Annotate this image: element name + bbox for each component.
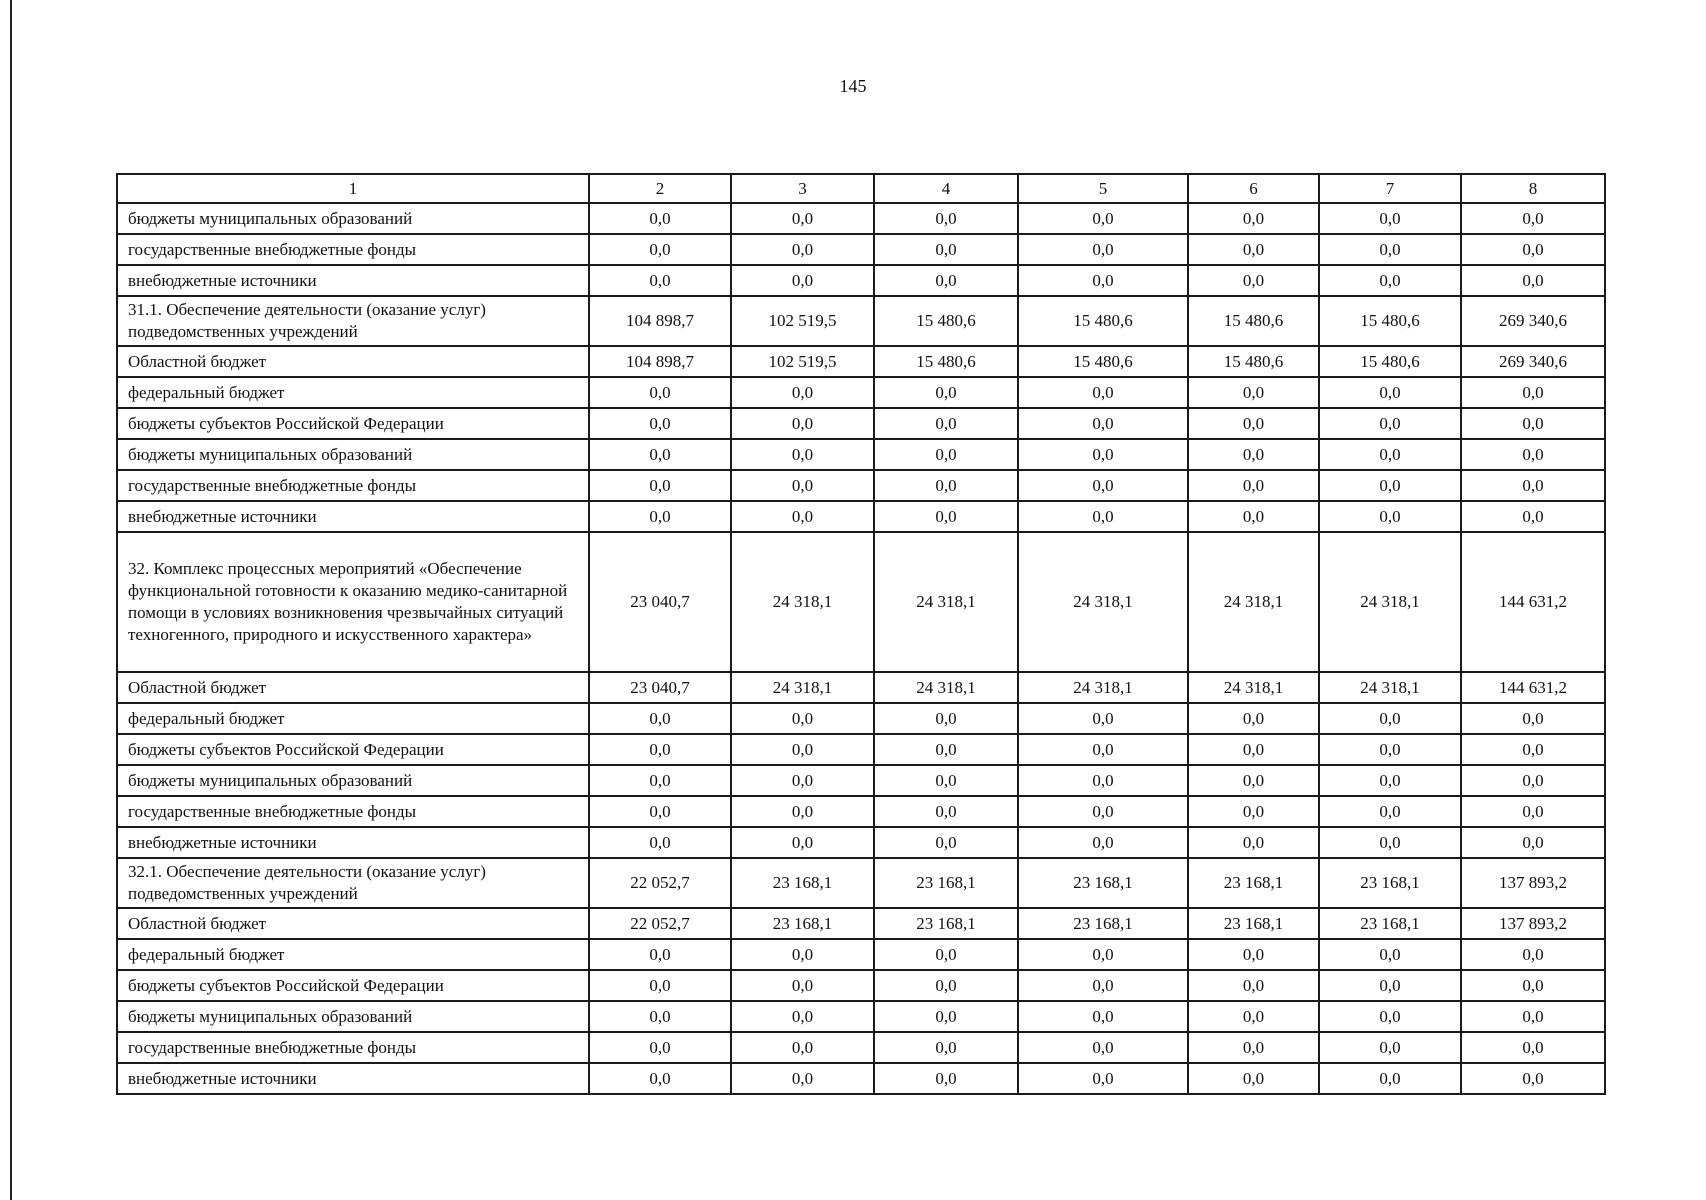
value-cell: 0,0 bbox=[874, 234, 1018, 265]
table-row bbox=[117, 377, 1605, 408]
value-cell: 0,0 bbox=[1018, 439, 1188, 470]
value-cell: 0,0 bbox=[731, 1063, 874, 1094]
value-cell: 0,0 bbox=[874, 408, 1018, 439]
value-cell: 0,0 bbox=[1319, 1032, 1461, 1063]
value-cell: 23 040,7 bbox=[589, 672, 731, 703]
value-cell: 0,0 bbox=[1018, 734, 1188, 765]
table-row bbox=[117, 858, 1605, 908]
value-cell: 0,0 bbox=[731, 439, 874, 470]
value-cell: 0,0 bbox=[1319, 377, 1461, 408]
row-label: федеральный бюджет bbox=[117, 377, 589, 408]
row-label: федеральный бюджет bbox=[117, 939, 589, 970]
row-label: бюджеты муниципальных образований bbox=[117, 439, 589, 470]
row-label: Областной бюджет bbox=[117, 346, 589, 377]
value-cell: 0,0 bbox=[1188, 796, 1319, 827]
value-cell: 23 168,1 bbox=[1018, 908, 1188, 939]
value-cell: 0,0 bbox=[874, 734, 1018, 765]
table-row bbox=[117, 265, 1605, 296]
row-label: федеральный бюджет bbox=[117, 703, 589, 734]
value-cell: 0,0 bbox=[1319, 470, 1461, 501]
value-cell: 0,0 bbox=[874, 439, 1018, 470]
value-cell: 137 893,2 bbox=[1461, 908, 1605, 939]
value-cell: 0,0 bbox=[1461, 1063, 1605, 1094]
value-cell: 0,0 bbox=[1018, 470, 1188, 501]
value-cell: 0,0 bbox=[731, 377, 874, 408]
value-cell: 0,0 bbox=[731, 265, 874, 296]
value-cell: 23 040,7 bbox=[589, 532, 731, 672]
row-label: Областной бюджет bbox=[117, 908, 589, 939]
value-cell: 0,0 bbox=[731, 1032, 874, 1063]
value-cell: 0,0 bbox=[1018, 765, 1188, 796]
table-row bbox=[117, 501, 1605, 532]
value-cell: 0,0 bbox=[1319, 939, 1461, 970]
value-cell: 0,0 bbox=[1461, 703, 1605, 734]
value-cell: 22 052,7 bbox=[589, 908, 731, 939]
value-cell: 0,0 bbox=[1018, 203, 1188, 234]
value-cell: 15 480,6 bbox=[874, 346, 1018, 377]
value-cell: 0,0 bbox=[1461, 265, 1605, 296]
value-cell: 0,0 bbox=[1188, 1001, 1319, 1032]
value-cell: 0,0 bbox=[1188, 1032, 1319, 1063]
value-cell: 0,0 bbox=[1319, 501, 1461, 532]
value-cell: 0,0 bbox=[874, 827, 1018, 858]
value-cell: 0,0 bbox=[589, 203, 731, 234]
value-cell: 23 168,1 bbox=[1319, 858, 1461, 908]
value-cell: 0,0 bbox=[1188, 377, 1319, 408]
value-cell: 0,0 bbox=[1188, 501, 1319, 532]
value-cell: 0,0 bbox=[1188, 734, 1319, 765]
value-cell: 15 480,6 bbox=[1188, 296, 1319, 346]
table-row bbox=[117, 296, 1605, 346]
row-label: бюджеты субъектов Российской Федерации bbox=[117, 408, 589, 439]
row-label: бюджеты субъектов Российской Федерации bbox=[117, 970, 589, 1001]
value-cell: 104 898,7 bbox=[589, 296, 731, 346]
scan-edge-line bbox=[10, 0, 12, 1200]
value-cell: 0,0 bbox=[589, 501, 731, 532]
value-cell: 0,0 bbox=[1319, 265, 1461, 296]
value-cell: 0,0 bbox=[731, 1001, 874, 1032]
table-row bbox=[117, 470, 1605, 501]
row-label: Областной бюджет bbox=[117, 672, 589, 703]
value-cell: 144 631,2 bbox=[1461, 672, 1605, 703]
table-row bbox=[117, 532, 1605, 672]
table-row bbox=[117, 734, 1605, 765]
value-cell: 0,0 bbox=[874, 470, 1018, 501]
value-cell: 15 480,6 bbox=[1018, 296, 1188, 346]
value-cell: 0,0 bbox=[1188, 827, 1319, 858]
value-cell: 0,0 bbox=[1188, 470, 1319, 501]
value-cell: 0,0 bbox=[1018, 408, 1188, 439]
value-cell: 0,0 bbox=[1018, 234, 1188, 265]
value-cell: 23 168,1 bbox=[731, 858, 874, 908]
value-cell: 0,0 bbox=[589, 1032, 731, 1063]
row-label: 32. Комплекс процессных мероприятий «Обеспечение функциональной готовности к оказанию медико-санитарной помощи в условиях возникновения чрезвычайных ситуаций техногенного, природного и искусственного характера» bbox=[117, 532, 589, 672]
row-label: внебюджетные источники bbox=[117, 827, 589, 858]
row-label: государственные внебюджетные фонды bbox=[117, 796, 589, 827]
value-cell: 0,0 bbox=[731, 501, 874, 532]
value-cell: 24 318,1 bbox=[874, 532, 1018, 672]
value-cell: 102 519,5 bbox=[731, 346, 874, 377]
value-cell: 0,0 bbox=[1188, 439, 1319, 470]
value-cell: 0,0 bbox=[1188, 234, 1319, 265]
value-cell: 0,0 bbox=[731, 734, 874, 765]
value-cell: 0,0 bbox=[731, 703, 874, 734]
value-cell: 0,0 bbox=[874, 765, 1018, 796]
page-number: 145 bbox=[839, 76, 867, 96]
value-cell: 0,0 bbox=[1018, 265, 1188, 296]
table-body bbox=[117, 174, 1605, 1094]
value-cell: 0,0 bbox=[589, 765, 731, 796]
value-cell: 0,0 bbox=[731, 234, 874, 265]
value-cell: 0,0 bbox=[874, 1001, 1018, 1032]
column-number: 7 bbox=[1319, 174, 1461, 203]
value-cell: 0,0 bbox=[874, 1063, 1018, 1094]
value-cell: 15 480,6 bbox=[874, 296, 1018, 346]
value-cell: 0,0 bbox=[1461, 827, 1605, 858]
value-cell: 24 318,1 bbox=[731, 532, 874, 672]
value-cell: 0,0 bbox=[874, 377, 1018, 408]
value-cell: 0,0 bbox=[731, 765, 874, 796]
value-cell: 0,0 bbox=[1018, 1063, 1188, 1094]
value-cell: 0,0 bbox=[1319, 1063, 1461, 1094]
value-cell: 0,0 bbox=[1018, 377, 1188, 408]
table-row bbox=[117, 703, 1605, 734]
row-label: бюджеты муниципальных образований bbox=[117, 1001, 589, 1032]
table-row bbox=[117, 1032, 1605, 1063]
value-cell: 24 318,1 bbox=[1319, 532, 1461, 672]
value-cell: 0,0 bbox=[1018, 796, 1188, 827]
table-row bbox=[117, 1001, 1605, 1032]
value-cell: 0,0 bbox=[1188, 203, 1319, 234]
value-cell: 0,0 bbox=[1461, 470, 1605, 501]
value-cell: 24 318,1 bbox=[1319, 672, 1461, 703]
value-cell: 0,0 bbox=[589, 408, 731, 439]
value-cell: 0,0 bbox=[1461, 439, 1605, 470]
value-cell: 269 340,6 bbox=[1461, 296, 1605, 346]
value-cell: 0,0 bbox=[1319, 970, 1461, 1001]
value-cell: 0,0 bbox=[1018, 1001, 1188, 1032]
budget-table bbox=[116, 173, 1606, 1095]
table-row bbox=[117, 203, 1605, 234]
value-cell: 23 168,1 bbox=[874, 858, 1018, 908]
value-cell: 0,0 bbox=[1461, 1001, 1605, 1032]
row-label: внебюджетные источники bbox=[117, 501, 589, 532]
value-cell: 0,0 bbox=[1319, 734, 1461, 765]
table-row bbox=[117, 827, 1605, 858]
table-row bbox=[117, 346, 1605, 377]
value-cell: 0,0 bbox=[874, 970, 1018, 1001]
value-cell: 24 318,1 bbox=[1188, 532, 1319, 672]
row-label: государственные внебюджетные фонды bbox=[117, 234, 589, 265]
value-cell: 0,0 bbox=[589, 734, 731, 765]
row-label: государственные внебюджетные фонды bbox=[117, 1032, 589, 1063]
value-cell: 137 893,2 bbox=[1461, 858, 1605, 908]
value-cell: 0,0 bbox=[589, 827, 731, 858]
value-cell: 0,0 bbox=[1018, 501, 1188, 532]
value-cell: 24 318,1 bbox=[1018, 532, 1188, 672]
value-cell: 0,0 bbox=[1461, 501, 1605, 532]
value-cell: 15 480,6 bbox=[1188, 346, 1319, 377]
value-cell: 0,0 bbox=[874, 501, 1018, 532]
value-cell: 0,0 bbox=[1018, 703, 1188, 734]
row-label: государственные внебюджетные фонды bbox=[117, 470, 589, 501]
value-cell: 0,0 bbox=[1461, 796, 1605, 827]
value-cell: 23 168,1 bbox=[1188, 858, 1319, 908]
column-number: 3 bbox=[731, 174, 874, 203]
value-cell: 0,0 bbox=[1461, 970, 1605, 1001]
value-cell: 0,0 bbox=[731, 827, 874, 858]
value-cell: 0,0 bbox=[1188, 703, 1319, 734]
value-cell: 0,0 bbox=[1018, 1032, 1188, 1063]
value-cell: 0,0 bbox=[731, 470, 874, 501]
value-cell: 269 340,6 bbox=[1461, 346, 1605, 377]
value-cell: 0,0 bbox=[589, 1001, 731, 1032]
value-cell: 0,0 bbox=[589, 703, 731, 734]
value-cell: 15 480,6 bbox=[1319, 296, 1461, 346]
value-cell: 0,0 bbox=[1188, 408, 1319, 439]
value-cell: 0,0 bbox=[1319, 827, 1461, 858]
value-cell: 0,0 bbox=[1461, 765, 1605, 796]
value-cell: 0,0 bbox=[1461, 203, 1605, 234]
value-cell: 0,0 bbox=[1188, 765, 1319, 796]
column-number-row bbox=[117, 174, 1605, 203]
value-cell: 0,0 bbox=[589, 265, 731, 296]
column-number: 8 bbox=[1461, 174, 1605, 203]
row-label: бюджеты муниципальных образований bbox=[117, 765, 589, 796]
value-cell: 0,0 bbox=[874, 703, 1018, 734]
table-row bbox=[117, 234, 1605, 265]
value-cell: 15 480,6 bbox=[1319, 346, 1461, 377]
column-number: 5 bbox=[1018, 174, 1188, 203]
row-label: бюджеты субъектов Российской Федерации bbox=[117, 734, 589, 765]
value-cell: 0,0 bbox=[1188, 1063, 1319, 1094]
value-cell: 104 898,7 bbox=[589, 346, 731, 377]
value-cell: 0,0 bbox=[874, 939, 1018, 970]
value-cell: 0,0 bbox=[731, 796, 874, 827]
value-cell: 0,0 bbox=[731, 408, 874, 439]
value-cell: 0,0 bbox=[1461, 234, 1605, 265]
table-row bbox=[117, 765, 1605, 796]
value-cell: 0,0 bbox=[1188, 970, 1319, 1001]
table-row bbox=[117, 439, 1605, 470]
row-label: внебюджетные источники bbox=[117, 1063, 589, 1094]
value-cell: 0,0 bbox=[1319, 203, 1461, 234]
value-cell: 0,0 bbox=[1319, 234, 1461, 265]
value-cell: 102 519,5 bbox=[731, 296, 874, 346]
value-cell: 0,0 bbox=[1319, 1001, 1461, 1032]
value-cell: 0,0 bbox=[1461, 939, 1605, 970]
value-cell: 0,0 bbox=[1188, 939, 1319, 970]
value-cell: 0,0 bbox=[1461, 408, 1605, 439]
column-number: 4 bbox=[874, 174, 1018, 203]
value-cell: 0,0 bbox=[1018, 939, 1188, 970]
value-cell: 0,0 bbox=[589, 377, 731, 408]
value-cell: 0,0 bbox=[1319, 796, 1461, 827]
value-cell: 0,0 bbox=[874, 265, 1018, 296]
value-cell: 22 052,7 bbox=[589, 858, 731, 908]
row-label: 31.1. Обеспечение деятельности (оказание услуг) подведомственных учреждений bbox=[117, 296, 589, 346]
value-cell: 0,0 bbox=[589, 234, 731, 265]
value-cell: 0,0 bbox=[589, 939, 731, 970]
row-label: 32.1. Обеспечение деятельности (оказание услуг) подведомственных учреждений bbox=[117, 858, 589, 908]
value-cell: 0,0 bbox=[1319, 408, 1461, 439]
value-cell: 0,0 bbox=[731, 203, 874, 234]
value-cell: 24 318,1 bbox=[1188, 672, 1319, 703]
value-cell: 0,0 bbox=[1188, 265, 1319, 296]
value-cell: 0,0 bbox=[874, 796, 1018, 827]
table-row bbox=[117, 796, 1605, 827]
value-cell: 144 631,2 bbox=[1461, 532, 1605, 672]
value-cell: 0,0 bbox=[1461, 377, 1605, 408]
value-cell: 0,0 bbox=[1319, 703, 1461, 734]
value-cell: 0,0 bbox=[874, 203, 1018, 234]
table-row bbox=[117, 672, 1605, 703]
table-row bbox=[117, 970, 1605, 1001]
table-row bbox=[117, 408, 1605, 439]
value-cell: 0,0 bbox=[731, 939, 874, 970]
value-cell: 0,0 bbox=[589, 470, 731, 501]
column-number: 2 bbox=[589, 174, 731, 203]
value-cell: 0,0 bbox=[1461, 1032, 1605, 1063]
value-cell: 23 168,1 bbox=[1018, 858, 1188, 908]
value-cell: 23 168,1 bbox=[1188, 908, 1319, 939]
value-cell: 0,0 bbox=[1461, 734, 1605, 765]
table-row bbox=[117, 1063, 1605, 1094]
value-cell: 0,0 bbox=[731, 970, 874, 1001]
row-label: бюджеты муниципальных образований bbox=[117, 203, 589, 234]
value-cell: 0,0 bbox=[589, 796, 731, 827]
value-cell: 0,0 bbox=[589, 439, 731, 470]
value-cell: 23 168,1 bbox=[731, 908, 874, 939]
value-cell: 24 318,1 bbox=[874, 672, 1018, 703]
value-cell: 0,0 bbox=[1319, 765, 1461, 796]
value-cell: 0,0 bbox=[1319, 439, 1461, 470]
table-row bbox=[117, 939, 1605, 970]
value-cell: 24 318,1 bbox=[731, 672, 874, 703]
value-cell: 23 168,1 bbox=[874, 908, 1018, 939]
value-cell: 24 318,1 bbox=[1018, 672, 1188, 703]
value-cell: 0,0 bbox=[589, 1063, 731, 1094]
value-cell: 0,0 bbox=[589, 970, 731, 1001]
column-number: 1 bbox=[117, 174, 589, 203]
value-cell: 0,0 bbox=[1018, 970, 1188, 1001]
column-number: 6 bbox=[1188, 174, 1319, 203]
table-row bbox=[117, 908, 1605, 939]
value-cell: 23 168,1 bbox=[1319, 908, 1461, 939]
value-cell: 0,0 bbox=[1018, 827, 1188, 858]
row-label: внебюджетные источники bbox=[117, 265, 589, 296]
value-cell: 0,0 bbox=[874, 1032, 1018, 1063]
value-cell: 15 480,6 bbox=[1018, 346, 1188, 377]
